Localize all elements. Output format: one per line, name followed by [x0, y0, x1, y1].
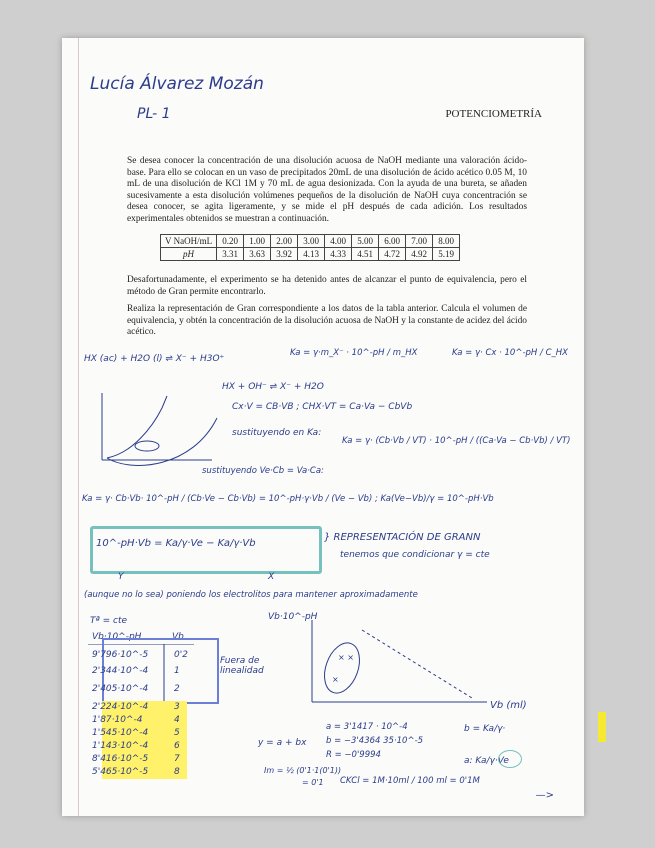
regression-r: R = −0'9994	[326, 750, 381, 760]
document-title: POTENCIOMETRÍA	[445, 108, 542, 120]
margin-line	[78, 38, 79, 816]
table-cell: 7.00	[406, 235, 433, 248]
substituting-label-2: sustituyendo Ve·Cb = Va·Ca:	[202, 466, 324, 476]
statement-paragraph-1: Se desea conocer la concentración de una disolución acuosa de NaOH mediante una valoración ácido-base. Para ello se colocan en un vaso de precipitados 20mL de una disolución de ácido acético 0.05 M, 10 mL de una disolución de KCl 1M y 70 mL de agua desionizada. Con la ayuda de una bureta, se añaden sucesivamente a esta disolución volúmenes pequeños de la disolución de NaOH cuya concentración se desea conocer, se agita ligeramente, y se mide el pH después de cada adición. Los resultados experimentales obtenidos se muestran a continuación.	[127, 156, 527, 224]
reaction-equilibrium: HX (ac) + H2O (l) ⇌ X⁻ + H3O⁺	[84, 354, 225, 364]
x-label: X	[268, 572, 275, 582]
gran-plot-sketch	[302, 620, 492, 710]
list-item: 1'143·10^-4	[92, 741, 149, 751]
table-cell: 4.72	[379, 248, 406, 261]
list-item: 1	[174, 666, 180, 676]
graph-y-label: Vb·10^-pH	[268, 612, 318, 622]
list-item: 2	[174, 684, 180, 694]
table-cell: 5.00	[352, 235, 379, 248]
b-equation: b = Ka/γ·	[464, 724, 506, 734]
student-name: Lucía Álvarez Mozán	[90, 74, 264, 94]
table-cell: 3.00	[298, 235, 325, 248]
table-cell: 1.00	[244, 235, 271, 248]
svg-text:×: ×	[332, 675, 339, 684]
ve-circle	[498, 750, 522, 768]
list-item: 5'465·10^-5	[92, 767, 149, 777]
gran-equation-box	[90, 526, 322, 574]
list-item: 4	[174, 715, 180, 725]
hw-table-title: Tª = cte	[90, 616, 128, 626]
svg-text:× ×: × ×	[338, 653, 354, 662]
row-header-ph: pH	[161, 248, 217, 261]
mass-balance: Cx·V = CB·VB ; CHX·VT = Ca·Va − CbVb	[232, 402, 413, 412]
statement-paragraph-3: Realiza la representación de Gran correspondiente a los datos de la tabla anterior. Calcula el volumen de equivalencia, y obtén la concentración de la disolución acuosa de NaOH y la constante de acidez del ácido acético.	[127, 304, 527, 338]
data-table	[160, 234, 460, 261]
group-label: PL- 1	[137, 106, 171, 122]
kcl-concentration: CKCl = 1M·10ml / 100 ml = 0'1M	[340, 776, 480, 786]
list-item: 3	[174, 702, 180, 712]
list-item: 0'2	[174, 650, 188, 660]
list-item: 1'87·10^-4	[92, 715, 143, 725]
table-cell: 4.92	[406, 248, 433, 261]
hw-table-col1: Vb·10^-pH	[92, 632, 142, 642]
list-item: 2'224·10^-4	[92, 702, 149, 712]
table-cell: 4.33	[325, 248, 352, 261]
y-label: Y	[118, 572, 124, 582]
list-item: 8'416·10^-5	[92, 754, 149, 764]
list-item: 8	[174, 767, 180, 777]
out-of-linearity-label: Fuera de linealidad	[220, 656, 264, 676]
sticky-note-tab	[598, 712, 606, 742]
regression-a: a = 3'1417 · 10^-4	[326, 722, 408, 732]
table-cell: 5.19	[433, 248, 460, 261]
table-cell: 6.00	[379, 235, 406, 248]
ka-expression-1: Ka = γ·m_X⁻ · 10^-pH / m_HX	[290, 348, 418, 358]
table-row	[161, 248, 460, 261]
list-item: 2'344·10^-4	[92, 666, 149, 676]
graph-x-label: Vb (ml)	[490, 700, 527, 711]
list-item: 6	[174, 741, 180, 751]
substituting-label: sustituyendo en Ka:	[232, 428, 322, 438]
list-item: 5	[174, 728, 180, 738]
gran-note-2: (aunque no lo sea) poniendo los electrolitos para mantener aproximadamente	[84, 590, 418, 600]
worksheet-page	[62, 38, 584, 816]
continue-arrow: —>	[535, 790, 554, 801]
list-item: 2'405·10^-4	[92, 684, 149, 694]
titration-curve-sketch	[92, 388, 222, 468]
table-row	[161, 235, 460, 248]
regression-equation: y = a + bx	[258, 738, 307, 748]
ka-expression-4: Ka = γ· Cb·Vb· 10^-pH / (Cb·Ve − Cb·Vb) = 10^-pH·γ·Vb / (Ve − Vb) ; Ka(Ve−Vb)/γ = 10^-pH·Vb	[82, 494, 494, 504]
table-cell: 4.00	[325, 235, 352, 248]
table-cell: 4.13	[298, 248, 325, 261]
table-cell: 0.20	[217, 235, 244, 248]
ionic-strength: Im = ½ (0'1·1(0'1))	[264, 766, 342, 775]
table-cell: 3.63	[244, 248, 271, 261]
table-cell: 3.31	[217, 248, 244, 261]
table-cell: 8.00	[433, 235, 460, 248]
list-item: 1'545·10^-4	[92, 728, 149, 738]
table-cell: 3.92	[271, 248, 298, 261]
table-cell: 2.00	[271, 235, 298, 248]
gran-representation-label: } REPRESENTACIÓN DE GRANN	[324, 532, 481, 543]
neutralization-reaction: HX + OH⁻ ⇌ X⁻ + H2O	[222, 382, 324, 392]
regression-b: b = −3'4364 35·10^-5	[326, 736, 424, 746]
list-item: 9'796·10^-5	[92, 650, 149, 660]
list-item: 7	[174, 754, 180, 764]
row-header-volume: V NaOH/mL	[161, 235, 217, 248]
ka-expression-2: Ka = γ· Cx · 10^-pH / C_HX	[452, 348, 568, 358]
gran-equation: 10^-pH·Vb = Ka/γ·Ve − Ka/γ·Vb	[96, 538, 256, 549]
a-equation: a: Ka/γ·Ve	[464, 756, 509, 766]
statement-paragraph-2: Desafortunadamente, el experimento se ha detenido antes de alcanzar el punto de equivalencia, pero el método de Gran permite encontrarlo.	[127, 275, 527, 297]
ka-expression-3: Ka = γ· (Cb·Vb / VT) · 10^-pH / ((Ca·Va − Cb·Vb) / VT)	[342, 436, 571, 446]
gran-note-1: tenemos que condicionar γ = cte	[340, 550, 490, 560]
table-cell: 4.51	[352, 248, 379, 261]
ionic-strength-value: = 0'1	[302, 778, 324, 787]
hw-table-col2: Vb	[172, 632, 184, 642]
